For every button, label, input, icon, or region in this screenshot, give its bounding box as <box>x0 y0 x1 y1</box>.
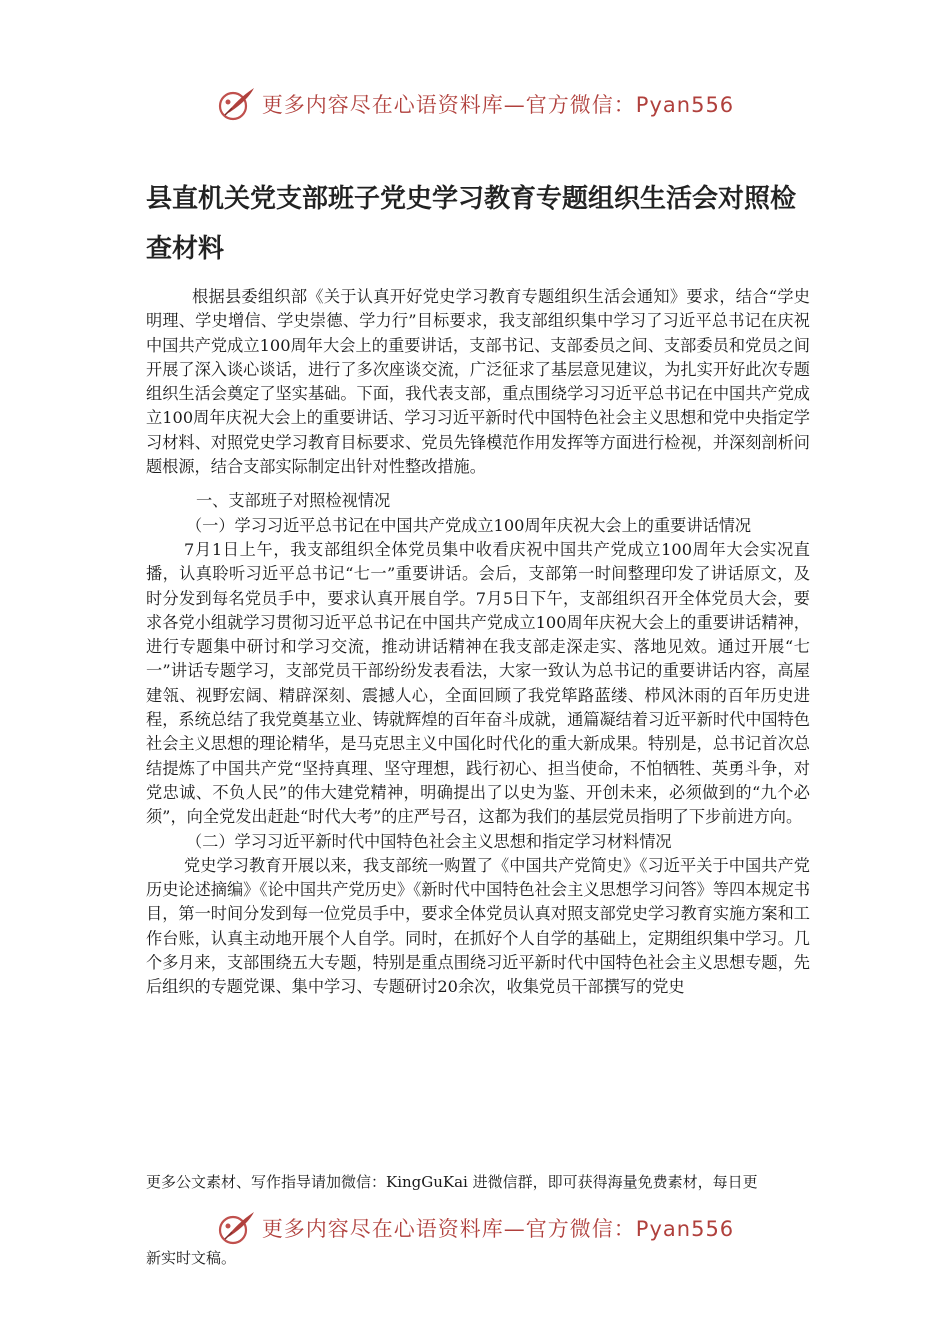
footer-promo-tail: 新实时文稿。 <box>146 1249 237 1267</box>
intro-paragraph: 根据县委组织部《关于认真开好党史学习教育专题组织生活会通知》要求，结合“学史明理、学史增信、学史崇德、学力行”目标要求，我支部组织集中学习了习近平总书记在庆祝中国共产党成立100周年大会上的重要讲话，支部书记、支部委员之间、支部委员和党员之间开展了深入谈心谈话，进行了多次座谈交流，广泛征求了基层意见建议，为扎实开好此次专题组织生活会奠定了坚实基础。下面，我代表支部，重点围绕学习习近平总书记在中国共产党成立100周年庆祝大会上的重要讲话、学习习近平新时代中国特色社会主义思想和党中央指定学习材料、对照党史学习教育目标要求、党员先锋模范作用发挥等方面进行检视，并深刻剖析问题根源，结合支部实际制定出针对性整改措施。 <box>146 287 810 477</box>
footer-promo-note: 更多公文素材、写作指导请加微信：KingGuKai 进微信群，即可获得海量免费素材，每日更 <box>146 1173 758 1191</box>
subsection-2-paragraph: 党史学习教育开展以来，我支部统一购置了《中国共产党简史》《习近平关于中国共产党历史论述摘编》《论中国共产党历史》《新时代中国特色社会主义思想学习问答》等四本规定书目，第一时间分发到每一位党员手中，要求全体党员认真对照支部党史学习教育实施方案和工作台账，认真主动地开展个人自学。同时，在抓好个人自学的基础上，定期组织集中学习。几个多月来，支部围绕五大专题，特别是重点围绕习近平新时代中国特色社会主义思想专题，先后组织的专题党课、集中学习、专题研讨20余次，收集党员干部撰写的党史 <box>146 855 810 997</box>
document-body <box>146 285 810 1000</box>
header-watermark-banner <box>0 82 950 126</box>
document-title: 县直机关党支部班子党史学习教育专题组织生活会对照检查材料 <box>146 184 797 264</box>
quill-pen-logo-icon <box>216 84 258 124</box>
subsection-heading-1: （一）学习习近平总书记在中国共产党成立100周年庆祝大会上的重要讲话情况 <box>186 515 752 535</box>
subsection-heading-2: （二）学习习近平新时代中国特色社会主义思想和指定学习材料情况 <box>186 831 672 851</box>
quill-pen-logo-icon <box>216 1208 258 1248</box>
footer-watermark-banner <box>0 1206 950 1250</box>
subsection-1-paragraph: 7月1日上午，我支部组织全体党员集中收看庆祝中国共产党成立100周年大会实况直播，认真聆听习近平总书记“七一”重要讲话。会后，支部第一时间整理印发了讲话原文，及时分发到每名党员手中，要求认真开展自学。7月5日下午，支部组织召开全体党员大会，要求各党小组就学习贯彻习近平总书记在中国共产党成立100周年庆祝大会上的重要讲话精神，进行专题集中研讨和学习交流，推动讲话精神在我支部走深走实、落地见效。通过开展“七一”讲话专题学习，支部党员干部纷纷发表看法，大家一致认为总书记的重要讲话内容，高屋建瓴、视野宏阔、精辟深刻、震撼人心，全面回顾了我党筚路蓝缕、栉风沐雨的百年历史进程，系统总结了我党奠基立业、铸就辉煌的百年奋斗成就，通篇凝结着习近平新时代中国特色社会主义思想的理论精华，是马克思主义中国化时代化的重大新成果。特别是，总书记首次总结提炼了中国共产党“坚持真理、坚守理想，践行初心、担当使命，不怕牺牲、英勇斗争，对党忠诚、不负人民”的伟大建党精神，明确提出了以史为鉴、开创未来，必须做到的“九个必须”，向全党发出赶赴“时代大考”的庄严号召，这都为我们的基层党员指明了下步前进方向。 <box>146 539 810 827</box>
section-heading-1: 一、支部班子对照检视情况 <box>196 491 391 511</box>
watermark-text: 更多内容尽在心语资料库—官方微信：Pyan556 <box>261 1217 735 1241</box>
watermark-text: 更多内容尽在心语资料库—官方微信：Pyan556 <box>261 93 735 117</box>
